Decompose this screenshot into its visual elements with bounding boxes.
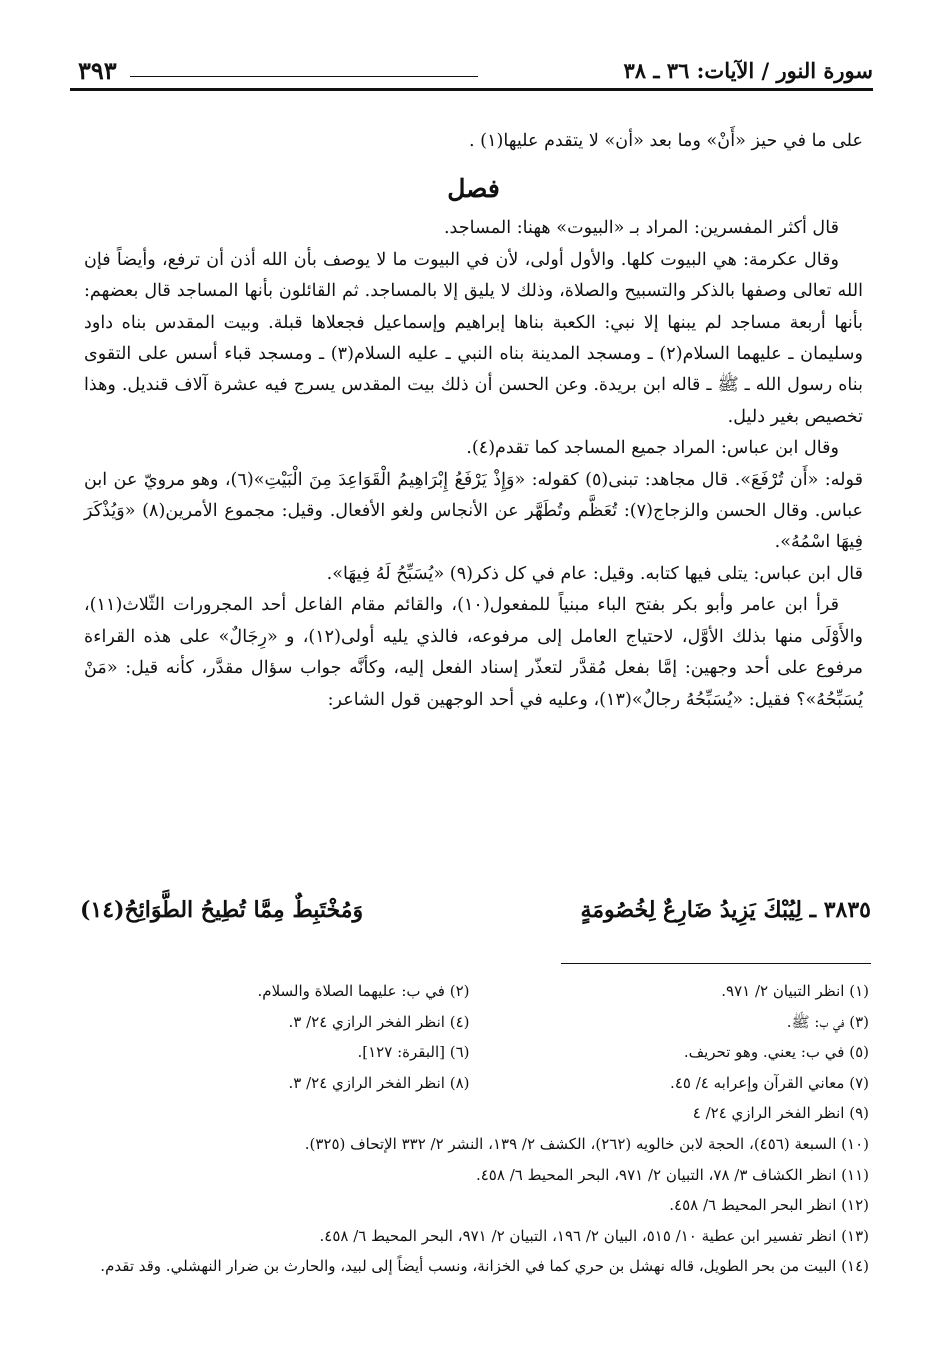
paragraph: وقال ابن عباس: المراد جميع المساجد كما تقدم(٤).: [466, 438, 839, 459]
page-header: [70, 54, 873, 91]
footnote: (٥) في ب: يعني. وهو تحريف.: [683, 1043, 869, 1062]
paragraph: قوله: «أَن تُرْفَعَ». قال مجاهد: تبنى(٥) كقوله: «وَإِذْ يَرْفَعُ إِبْرَاهِيمُ الْقَوَاعِدَ مِنَ الْبَيْتِ»(٦)، وهو مرويّ عن ابن عباس. وقال الحسن والزجاج(٧): تُعَظَّم وتُطَهَّر عن الأنجاس ولغو الأفعال. وقيل: مجموع الأمرين(٨) «وَيُذْكَرَ فِيهَا اسْمُهُ».: [84, 469, 863, 553]
footnote: (١٣) انظر تفسير ابن عطية ١٠/ ٥١٥، البيان ٢/ ١٩٦، التبيان ٢/ ٩٧١، البحر المحيط ٦/ ٤٥٨.: [319, 1226, 869, 1245]
page-number: ٣٩٣: [78, 56, 117, 85]
footnote: (١٤) البيت من بحر الطويل، قاله نهشل بن حري كما في الخزانة، ونسب أيضاً إلى لبيد، والحارث بن ضرار النهشلي. وقد تقدم.: [100, 1257, 869, 1276]
footnote: (٣) في ب: ﷺ.: [786, 1012, 869, 1031]
footnote: (٧) معاني القرآن وإعرابه ٤/ ٤٥.: [670, 1073, 869, 1092]
paragraph: وقال عكرمة: هي البيوت كلها. والأول أولى، لأن في البيوت ما لا يوصف بأن الله أذن أن ترفع، وأيضاً فإن الله تعالى وصفها بالذكر والتسبيح والصلاة، وذلك لا يليق إلا بالمساجد. ثم القائلون بأنها المساجد قال بعضهم: بأنها أربعة مساجد لم يبنها إلا نبي: الكعبة بناها إبراهيم وإسماعيل فجعلاها قبلة. وبيت المقدس بناه داود وسليمان ـ عليهما السلام(٢) ـ ومسجد المدينة بناه النبي ـ عليه السلام(٣) ـ ومسجد قباء أسس على التقوى بناه رسول الله ـ ﷺ ـ قاله ابن بريدة. وعن الحسن أن ذلك بيت المقدس يسرج فيه عشرة آلاف قنديل. وهذا تخصيص بغير دليل.: [84, 249, 863, 427]
paragraph: قرأ ابن عامر وأبو بكر بفتح الباء مبنياً للمفعول(١٠)، والقائم مقام الفاعل أحد المجرورات الثّلاث(١١)، والأَوْلَى منها بذلك الأوَّل، لاحتياج العامل إلى مرفوعه، فالذي يليه أولى(١٢)، و «رِجَالٌ» على هذه القراءة مرفوع على أحد وجهين: إمَّا بفعل مُقدَّر لتعذّر إسناد الفعل إليه، وكأنَّه جواب سؤال مقدَّر، كأنه قيل: «مَنْ يُسَبِّحُهُ»؟ فقيل: «يُسَبِّحُهُ رجالٌ»(١٣)، وعليه في أحد الوجهين قول الشاعر:: [84, 595, 863, 710]
section-heading: فصل: [447, 174, 500, 204]
footnote: (١٠) السبعة (٤٥٦)، الحجة لابن خالويه (٢٦٢)، الكشف ٢/ ١٣٩، النشر ٢/ ٣٣٢ الإتحاف (٣٢٥).: [304, 1134, 869, 1153]
poetry-verse: [80, 897, 871, 923]
footnote: (٨) انظر الفخر الرازي ٢٤/ ٣.: [288, 1073, 470, 1092]
paragraph: قال أكثر المفسرين: المراد بـ «البيوت» ههنا: المساجد.: [443, 218, 839, 239]
footnote: (٢) في ب: عليهما الصلاة والسلام.: [257, 982, 470, 1000]
footnotes: [70, 976, 869, 1282]
footnote: (١٢) انظر البحر المحيط ٦/ ٤٥٨.: [669, 1196, 869, 1215]
footnote-row: [70, 976, 869, 1007]
footnote: (٩) انظر الفخر الرازي ٢٤/ ٤: [692, 1104, 869, 1123]
running-title: سورة النور / الآيات: ٣٦ ـ ٣٨: [623, 58, 873, 83]
verse-hemistich-2: وَمُخْتَبِطٌ مِمَّا تُطِيحُ الطَّوَائِحُ(١٤): [80, 897, 364, 923]
footnote: (٤) انظر الفخر الرازي ٢٤/ ٣.: [288, 1012, 470, 1031]
paragraph: قال ابن عباس: يتلى فيها كتابه. وقيل: عام في كل ذكر(٩) «يُسَبِّحُ لَهُ فِيهَا».: [326, 563, 863, 584]
footnote-row: [70, 1068, 869, 1099]
footnote: (١) انظر التبيان ٢/ ٩٧١.: [721, 982, 869, 1000]
header-rule: [130, 76, 478, 77]
footnote-row: [70, 1037, 869, 1068]
main-text: [84, 126, 863, 716]
footnote-row: [70, 1007, 869, 1038]
footnote-separator: [561, 963, 871, 964]
footnote: (١١) انظر الكشاف ٣/ ٧٨، التبيان ٢/ ٩٧١، البحر المحيط ٦/ ٤٥٨.: [475, 1165, 869, 1184]
footnote: (٦) [البقرة: ١٢٧].: [357, 1043, 470, 1062]
verse-hemistich-1: ٣٨٣٥ ـ لِيُبْكَ يَزِيدُ ضَارِعٌ لِخُصُومَةٍ: [580, 897, 871, 923]
intro-line: على ما في حيز «أَنْ» وما بعد «أن» لا يتقدم عليها(١) .: [469, 131, 863, 151]
